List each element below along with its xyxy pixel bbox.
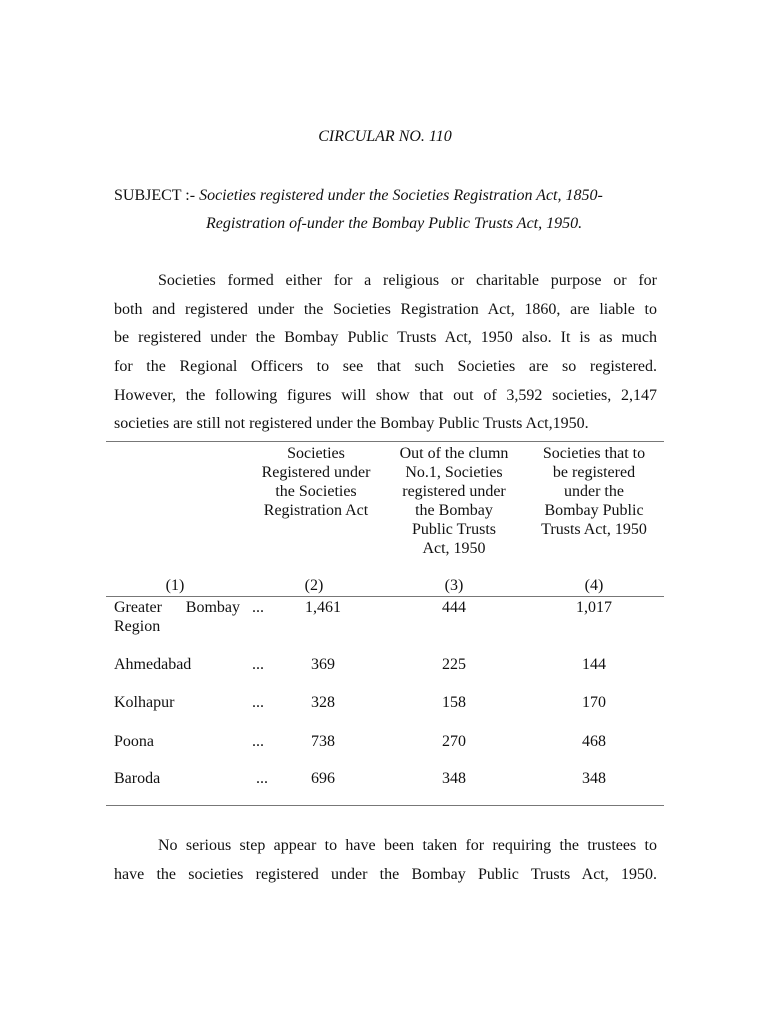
intro-line: societies are still not registered under the Bombay Public Trusts Act,1950.	[114, 415, 589, 432]
row-region: Greater Bombay Region	[114, 599, 240, 635]
intro-line: Societies formed either for a religious or charitable purpose or for	[158, 272, 657, 289]
row-value-col-4: 170	[582, 694, 606, 711]
row-dots: ...	[252, 733, 264, 750]
row-value-col-2: 328	[311, 694, 335, 711]
subject-text-2: Registration of-under the Bombay Public Trusts Act, 1950.	[206, 215, 583, 232]
row-value-col-3: 348	[442, 770, 466, 787]
subject-prefix: SUBJECT :-	[114, 187, 196, 204]
column-number-3: (3)	[444, 577, 464, 594]
row-value-col-4: 144	[582, 656, 606, 673]
row-dots: ...	[252, 656, 264, 673]
intro-line: However, the following figures will show that out of 3,592 societies, 2,147	[114, 387, 657, 404]
row-value-col-2: 369	[311, 656, 335, 673]
row-value-col-3: 158	[442, 694, 466, 711]
row-value-col-3: 444	[442, 599, 466, 616]
table-top-rule	[106, 441, 664, 442]
row-dots: ...	[256, 770, 268, 787]
intro-line: for the Regional Officers to see that such Societies are so registered.	[114, 358, 657, 375]
row-value-col-4: 1,017	[576, 599, 612, 616]
row-value-col-4: 468	[582, 733, 606, 750]
row-dots: ...	[252, 694, 264, 711]
row-region: Poona	[114, 733, 154, 750]
row-dots: ...	[252, 599, 264, 616]
table-bottom-rule	[106, 805, 664, 806]
column-number-1: (1)	[165, 577, 185, 594]
row-value-col-4: 348	[582, 770, 606, 787]
row-value-col-2: 696	[311, 770, 335, 787]
row-value-col-2: 1,461	[305, 599, 341, 616]
subject-line-2	[206, 215, 582, 233]
column-number-4: (4)	[584, 577, 604, 594]
row-region: Kolhapur	[114, 694, 175, 711]
header-bottom-rule	[106, 596, 664, 597]
row-region: Ahmedabad	[114, 656, 192, 673]
header-col-2: Societies Registered under the Societies Registration Act	[261, 445, 371, 519]
intro-line: be registered under the Bombay Public Trusts Act, 1950 also. It is as much	[114, 329, 657, 346]
subject-line-1	[114, 187, 603, 205]
circular-title: CIRCULAR NO. 110	[318, 128, 452, 145]
header-col-3: Out of the clumn No.1, Societies registered under the Bombay Public Trusts Act, 1950	[399, 445, 509, 557]
row-region: Baroda	[114, 770, 161, 787]
row-value-col-2: 738	[311, 733, 335, 750]
intro-line: both and registered under the Societies Registration Act, 1860, are liable to	[114, 301, 657, 318]
row-value-col-3: 225	[442, 656, 466, 673]
closing-line: have the societies registered under the Bombay Public Trusts Act, 1950.	[114, 866, 657, 883]
header-col-4: Societies that to be registered under the Bombay Public Trusts Act, 1950	[541, 445, 647, 538]
row-value-col-3: 270	[442, 733, 466, 750]
subject-text-1: Societies registered under the Societies Registration Act, 1850-	[199, 187, 603, 204]
closing-line: No serious step appear to have been taken for requiring the trustees to	[158, 837, 657, 854]
column-number-2: (2)	[304, 577, 324, 594]
